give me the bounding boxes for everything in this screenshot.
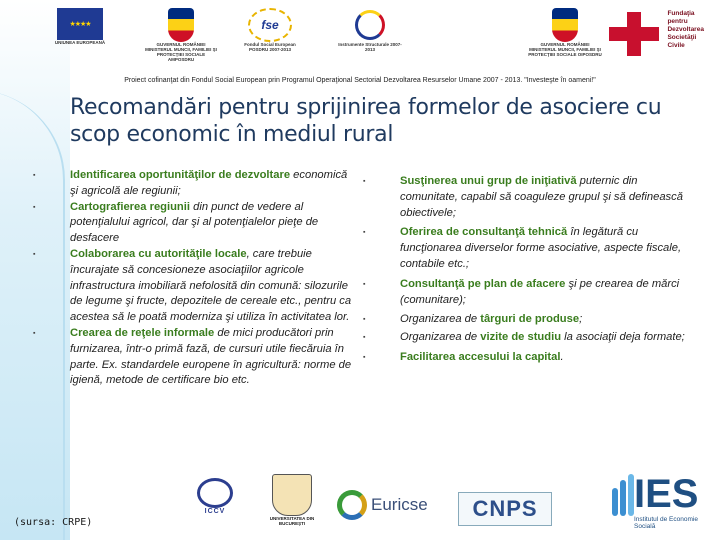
recommendation-item [363,174,690,221]
universitate-logo: UNIVERSITATEA DIN BUCUREŞTI [262,474,322,526]
item-prefix: Organizarea de [400,331,481,344]
ies-drops-icon [612,474,634,516]
iccv-icon [197,478,233,508]
fdsc-logo: Fundaţia pentru Dezvoltarea Societăţii Civile [605,10,715,58]
item-text: economică şi agricolă ale regiunii; [70,169,348,197]
recommendation-item [363,330,690,346]
item-highlight: Crearea de reţele informale [70,326,215,339]
item-prefix: Organizarea de [400,313,481,326]
recommendation-item [363,350,690,366]
instrumente-icon [347,8,393,42]
recommendation-item [363,312,690,328]
item-text: la asociaţii deja formate; [561,331,685,344]
item-text: în legătură cu funcţionarea diverselor forme asociative, aspecte fiscale, contabile etc.; [400,226,682,270]
bullet-icon: ▪ [363,353,366,361]
background-arc [0,90,65,540]
eu-flag-icon: ★★★★ [57,8,103,40]
left-recommendations-list [33,168,353,389]
item-text: şi pe crearea de mărci (comunitare); [400,277,680,306]
bullet-icon: ▪ [363,316,366,324]
ro-crest-icon [168,8,194,42]
source-note: (sursa: CRPE) [14,517,93,528]
fse-logo: fse Fondul Social European POSDRU 2007-2013 [235,8,305,52]
item-highlight: Identificarea oportunităţilor de dezvoltare [70,169,291,181]
item-highlight: Colaborarea cu autorităţile locale [70,247,247,260]
iccv-logo: ICCV [190,478,240,515]
item-text: . [560,350,564,363]
bullet-icon: ▪ [33,250,36,258]
recommendation-item [33,247,353,326]
item-text: de mici producători prin furnizarea, într-o primă fază, de cursuri utile fiecăruia în parte. Ex. standardele europene în agricultură: norme de igienă, metode de certificare bio etc. [70,326,352,387]
item-highlight: Cartografierea regiunii [70,200,190,213]
recommendation-item [363,225,690,272]
item-highlight: târguri de produse [480,313,580,326]
project-cofinancing-line: Proiect cofinanţat din Fondul Social European prin Programul Operaţional Sectorial Dezvoltarea Resurselor Umane 2007 - 2013. "Investeşte în oameni!" [124,77,596,84]
bullet-icon: ▪ [33,172,36,179]
bullet-icon: ▪ [363,280,366,288]
recommendation-item [33,200,353,247]
recommendation-item [363,277,690,309]
item-highlight: vizite de studiu [480,331,562,344]
item-highlight: Consultanţă pe plan de afacere [400,277,566,290]
recommendation-item [33,168,353,200]
euricse-icon [337,490,367,520]
bullet-icon: ▪ [33,329,36,337]
university-crest-icon [272,474,312,516]
item-text: ; [579,313,583,326]
item-highlight: Susţinerea unui grup de iniţiativă [400,175,577,187]
cnps-logo: CNPS [458,492,552,526]
ies-logo: IES Institutul de Economie Socială [612,474,718,530]
right-recommendations-list [363,174,690,366]
slide-title: Recomandări pentru sprijinirea formelor de asociere cu scop economic în mediul rural [70,95,662,147]
item-text: , care trebuie încurajate să concesioneze asociaţiilor agricole infrastructura imobiliară nefolosită din comună: silozurile de legume şi fructe, depozitele de cereale etc., pentru ca acestea să le poată moderniza şi utiliza în activitatea lor. [70,247,352,324]
fse-icon: fse [248,8,292,42]
ro-crest-icon [552,8,578,42]
bullet-icon: ▪ [363,229,366,237]
fdsc-cross-icon [605,10,663,58]
guvern-logo-left: GUVERNUL ROMÂNIEI MINISTERUL MUNCII, FAMILIEI ŞI PROTECŢIEI SOCIALE AMPOSDRU [145,8,217,62]
item-text: din punct de vedere al potenţialului agricol, dar şi al potenţialelor pieţe de desfacere [70,200,319,245]
instrumente-logo: Instrumente Structurale 2007-2013 [335,8,405,52]
item-highlight: Oferirea de consultanţă tehnică [400,226,568,239]
eu-logo: ★★★★ UNIUNEA EUROPEANĂ [52,8,108,45]
item-text: puternic din comunitate, capabil să coaguleze grupul şi să definească obiectivele; [400,175,683,219]
item-highlight: Facilitarea accesului la capital [400,350,561,363]
recommendation-item [33,326,353,389]
bullet-icon: ▪ [33,203,36,211]
bullet-icon: ▪ [363,334,366,342]
bullet-icon: ▪ [363,178,366,185]
euricse-logo: Euricse [337,490,447,520]
guvern-logo-right: GUVERNUL ROMÂNIEI MINISTERUL MUNCII, FAMILIEI ŞI PROTECŢIEI SOCIALE OIPOSDRU [528,8,602,57]
